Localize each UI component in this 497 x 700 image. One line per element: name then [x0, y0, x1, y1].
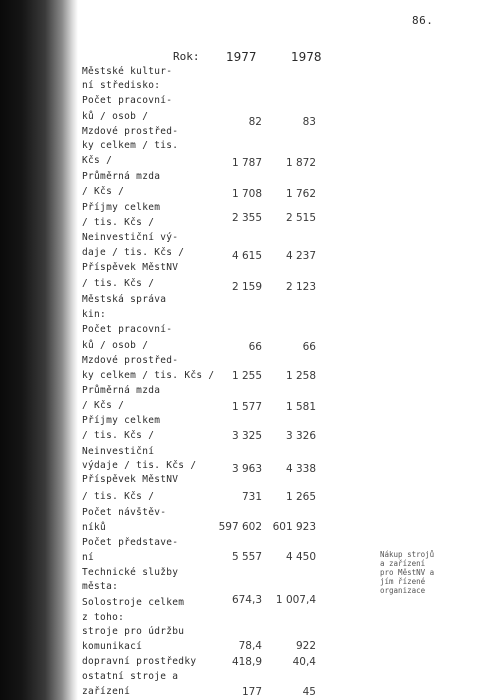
note-line: jím řízené [380, 577, 426, 586]
value-1978: 1 007,4 [275, 594, 316, 606]
value-1977: 5 557 [231, 551, 262, 563]
row-label: / tis. Kčs / [82, 491, 155, 502]
value-1977: 597 602 [218, 521, 262, 533]
row-label: ky celkem / tis. Kčs / [82, 370, 215, 381]
side-note [380, 550, 476, 595]
row-label: / tis. Kčs / [82, 278, 155, 289]
value-1977: 418,9 [231, 656, 262, 668]
row-label: níků [82, 522, 107, 533]
row-label: ostatní stroje a [82, 671, 179, 682]
row-label: Počet představe- [82, 537, 179, 548]
year-1978-header: 1978 [291, 50, 322, 64]
value-1978: 1 762 [285, 188, 316, 200]
note-line: pro MěstNV a [380, 568, 435, 577]
row-label: Příspěvek MěstNV [82, 262, 179, 273]
row-label: Počet pracovní- [82, 324, 173, 335]
row-label: Mzdové prostřed- [82, 355, 179, 366]
value-1977: 2 355 [231, 212, 262, 224]
row-label: zařízení [82, 686, 131, 697]
value-1977: 1 787 [231, 157, 262, 169]
row-label: Mzdové prostřed- [82, 126, 179, 137]
value-1977: 3 963 [231, 463, 262, 475]
row-label: Technické služby [82, 567, 179, 578]
row-label: daje / tis. Kčs / [82, 247, 185, 258]
value-1977: 1 577 [231, 401, 262, 413]
row-label: / Kčs / [82, 400, 125, 411]
row-label: ní [82, 552, 95, 563]
row-label: Počet pracovní- [82, 95, 173, 106]
row-label: / tis. Kčs / [82, 430, 155, 441]
value-1977: 2 159 [231, 281, 262, 293]
value-1978: 2 123 [285, 281, 316, 293]
value-1978: 1 258 [285, 370, 316, 382]
value-1978: 45 [302, 686, 316, 698]
value-1977: 66 [248, 341, 262, 353]
row-label: z toho: [82, 612, 125, 623]
row-label: Solostroje celkem [82, 597, 185, 608]
row-label: Průměrná mzda [82, 385, 161, 396]
value-1978: 601 923 [272, 521, 316, 533]
year-header-label: Rok: [173, 50, 200, 63]
row-label: kin: [82, 309, 107, 320]
row-label: ní středisko: [82, 80, 161, 91]
year-1977-header: 1977 [226, 50, 257, 64]
value-1977: 78,4 [238, 640, 262, 652]
row-label: dopravní prostředky [82, 656, 197, 667]
value-1978: 4 237 [285, 250, 316, 262]
value-1978: 1 581 [285, 401, 316, 413]
row-label: Příjmy celkem [82, 415, 161, 426]
row-label: Městská správa [82, 294, 167, 305]
row-label: Příjmy celkem [82, 202, 161, 213]
value-1978: 83 [302, 116, 316, 128]
value-1978: 1 872 [285, 157, 316, 169]
value-1977: 3 325 [231, 430, 262, 442]
row-label: Neinvestiční vý- [82, 232, 179, 243]
value-1978: 4 338 [285, 463, 316, 475]
value-1977: 82 [248, 116, 262, 128]
row-label: města: [82, 581, 119, 592]
value-1978: 66 [302, 341, 316, 353]
value-1978: 1 265 [285, 491, 316, 503]
value-1977: 4 615 [231, 250, 262, 262]
value-1978: 2 515 [285, 212, 316, 224]
row-label: Neinvestiční [82, 446, 155, 457]
row-label: Počet návštěv- [82, 507, 167, 518]
value-1977: 674,3 [231, 594, 262, 606]
row-label: Průměrná mzda [82, 171, 161, 182]
value-1977: 1 255 [231, 370, 262, 382]
row-label: stroje pro údržbu [82, 626, 185, 637]
row-label: ky celkem / tis. [82, 140, 179, 151]
row-label: Příspěvek MěstNV [82, 474, 179, 485]
note-line: organizace [380, 586, 426, 595]
page-number: 86. [412, 14, 434, 27]
row-label: / tis. Kčs / [82, 217, 155, 228]
row-label: / Kčs / [82, 186, 125, 197]
note-line: Nákup strojů [380, 550, 435, 559]
row-label: výdaje / tis. Kčs / [82, 460, 197, 471]
note-line: a zařízení [380, 559, 426, 568]
row-label: Městské kultur- [82, 66, 173, 77]
value-1978: 3 326 [285, 430, 316, 442]
value-1978: 4 450 [285, 551, 316, 563]
row-label: ků / osob / [82, 340, 149, 351]
value-1977: 1 708 [231, 188, 262, 200]
row-label: ků / osob / [82, 111, 149, 122]
value-1977: 731 [241, 491, 262, 503]
value-1978: 922 [295, 640, 316, 652]
row-label: Kčs / [82, 155, 113, 166]
row-label: komunikací [82, 641, 143, 652]
value-1977: 177 [241, 686, 262, 698]
value-1978: 40,4 [292, 656, 316, 668]
